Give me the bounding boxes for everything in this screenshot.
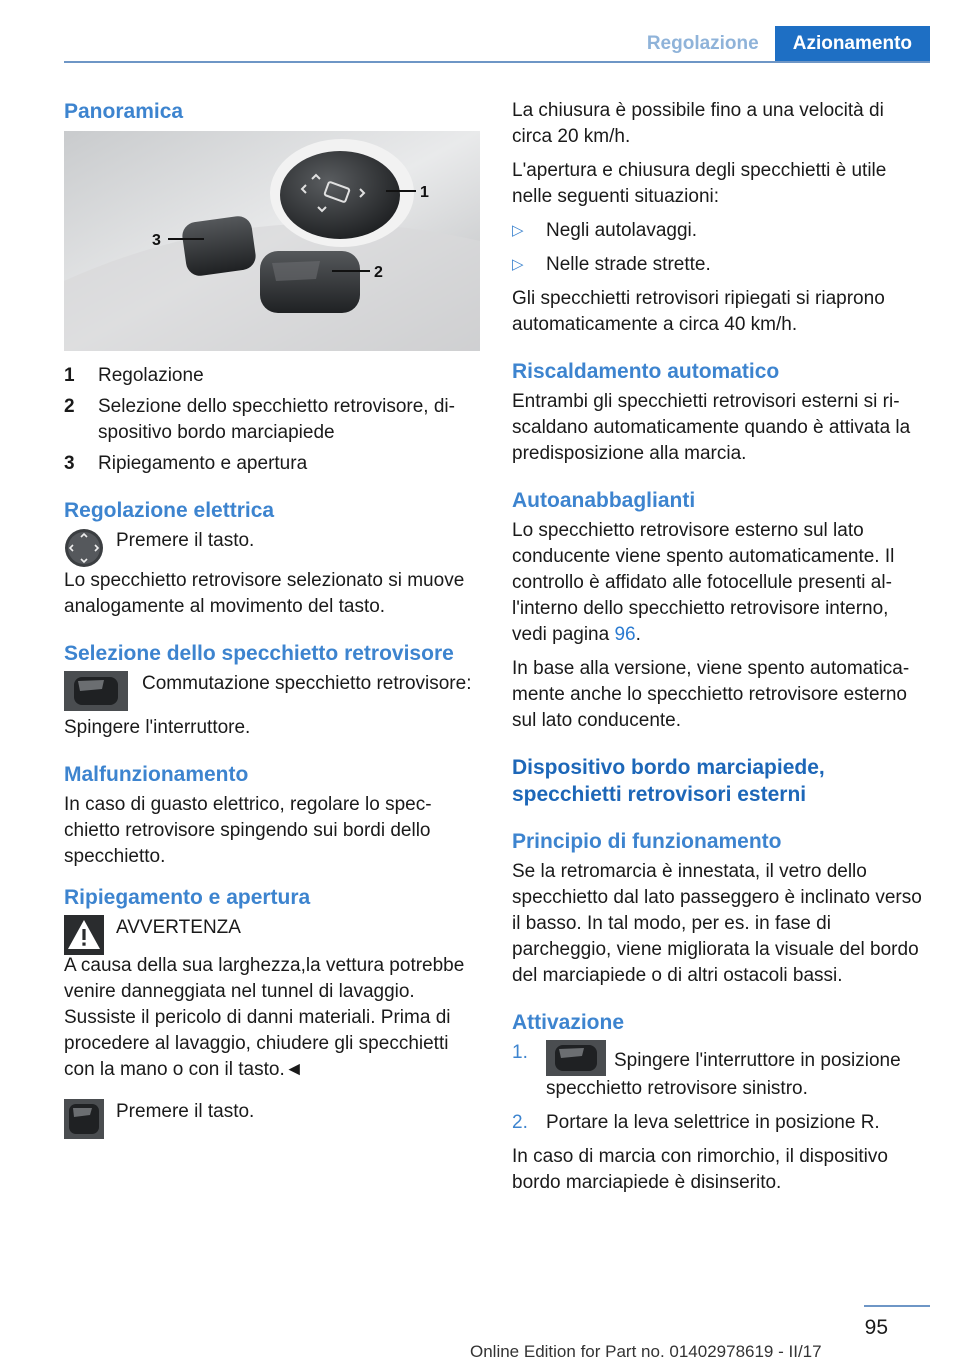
bullet-triangle-icon: ▷ <box>512 222 524 239</box>
page-number: 95 <box>864 1316 888 1339</box>
fold-paragraph <box>64 1099 480 1139</box>
malf-text: In caso di guasto elettrico, regolare lo specchietto retrovisore spingendo sui bordi dello specchietto. <box>64 794 432 867</box>
activation-steps <box>512 1040 928 1136</box>
final-text: In caso di marcia con rimorchio, il dispositivo bordo marciapiede è disinserito. <box>512 1146 888 1193</box>
legend-item: 2 Selezione dello specchietto retrovisore, dispositivo bordo marciapiede <box>64 396 455 443</box>
bullet-triangle-icon: ▷ <box>512 256 524 273</box>
heading-regolazione-elettrica: Regolazione elettrica <box>64 499 275 522</box>
warning-text: A causa della sua larghezza,la vettura potrebbe venire danneggiata nel tunnel di lavaggio. Sussiste il pericolo di danni materiali. Prima di procedere al lavaggio, chiudere gli specchietti con la mano o con il tasto.◄ <box>64 955 465 1080</box>
heading-dispositivo: Dispositivo bordo marciapiede, specchietti retrovisori esterni <box>512 756 825 806</box>
sel-paragraph <box>64 671 480 711</box>
reg-text-2: Lo specchietto retrovisore selezionato si muove analogamente al movimento del tasto. <box>64 570 465 617</box>
page-link[interactable]: 96 <box>614 624 636 645</box>
fold-button-icon <box>64 1099 116 1139</box>
legend-item: 1 Regolazione <box>64 365 204 386</box>
heading-ripiegamento: Ripiegamento e apertura <box>64 886 311 909</box>
header-rule <box>64 61 930 63</box>
reg-text-1: Premere il tasto. <box>116 530 255 551</box>
warning-block <box>64 915 480 955</box>
sel-text-2: Spingere l'interruttore. <box>64 717 251 738</box>
situations-list <box>512 218 928 278</box>
mirror-switch-icon <box>546 1040 606 1076</box>
footer-rule <box>864 1305 930 1307</box>
right-text-1: La chiusura è possibile fino a una velocità di circa 20 km/h. <box>512 100 884 147</box>
warning-icon <box>64 915 116 955</box>
autoanab-text-1: Lo specchietto retrovisore esterno sul lato conducente viene spento automaticamente. Il controllo è affidato alle fotocellule presenti all'interno dello specchietto retrovisore interno, vedi pagina 96. <box>512 520 895 645</box>
list-item: ▷ Negli autolavaggi. <box>512 218 928 244</box>
list-item: ▷ Nelle strade strette. <box>512 252 928 278</box>
heading-selezione: Selezione dello specchietto retrovisore <box>64 642 454 665</box>
photo-label-3: 3 <box>152 232 161 249</box>
left-column <box>64 98 480 1143</box>
warning-title: AVVERTENZA <box>116 917 241 938</box>
mirror-switch-icon <box>64 671 142 711</box>
list-item: 2. Portare la leva selettrice in posizione R. <box>512 1112 880 1133</box>
photo-label-1: 1 <box>420 184 429 201</box>
fold-text: Premere il tasto. <box>116 1101 255 1122</box>
joystick-icon <box>64 528 116 568</box>
tab-regolazione[interactable]: Regolazione <box>646 33 759 54</box>
right-text-3: Gli specchietti retrovisori ripiegati si riaprono automaticamente a circa 40 km/h. <box>512 288 885 335</box>
photo-legend <box>64 363 480 477</box>
heading-attivazione: Attivazione <box>512 1011 625 1034</box>
mirror-control-photo <box>64 131 480 351</box>
reg-paragraph <box>64 528 480 568</box>
list-item: 1. Spingere l'interruttore in posizione specchietto retrovisore sinistro. <box>512 1042 901 1099</box>
heading-malfunzionamento: Malfunzionamento <box>64 763 249 786</box>
sel-text-1: Commutazione specchietto retrovisore: <box>142 673 472 694</box>
header-tabs <box>629 26 930 62</box>
heading-autoanabbaglianti: Autoanabbaglianti <box>512 489 696 512</box>
heading-riscaldamento: Riscaldamento automatico <box>512 360 780 383</box>
right-text-2: L'apertura e chiusura degli specchietti è utile nelle seguenti situazioni: <box>512 160 887 207</box>
legend-item: 3 Ripiegamento e apertura <box>64 453 308 474</box>
edition-footer: Online Edition for Part no. 01402978619 - II/17 <box>470 1342 822 1361</box>
heading-panoramica: Panoramica <box>64 100 184 123</box>
tab-azionamento[interactable]: Azionamento <box>775 26 930 62</box>
principio-text: Se la retromarcia è innestata, il vetro dello specchietto dal lato passeggero è inclinato verso il basso. In tal modo, per es. in fase di parcheggio, viene migliorata la visuale del bordo del marciapiede o di altri ostacoli bassi. <box>512 861 922 986</box>
riscald-text: Entrambi gli specchietti retrovisori esterni si riscaldano automaticamente quando è attivata la predisposizione alla marcia. <box>512 391 911 464</box>
heading-principio: Principio di funzionamento <box>512 830 782 853</box>
autoanab-text-2: In base alla versione, viene spento automaticamente anche lo specchietto retrovisore esterno sul lato conducente. <box>512 658 910 731</box>
photo-label-2: 2 <box>374 264 383 281</box>
right-column <box>512 98 928 1204</box>
